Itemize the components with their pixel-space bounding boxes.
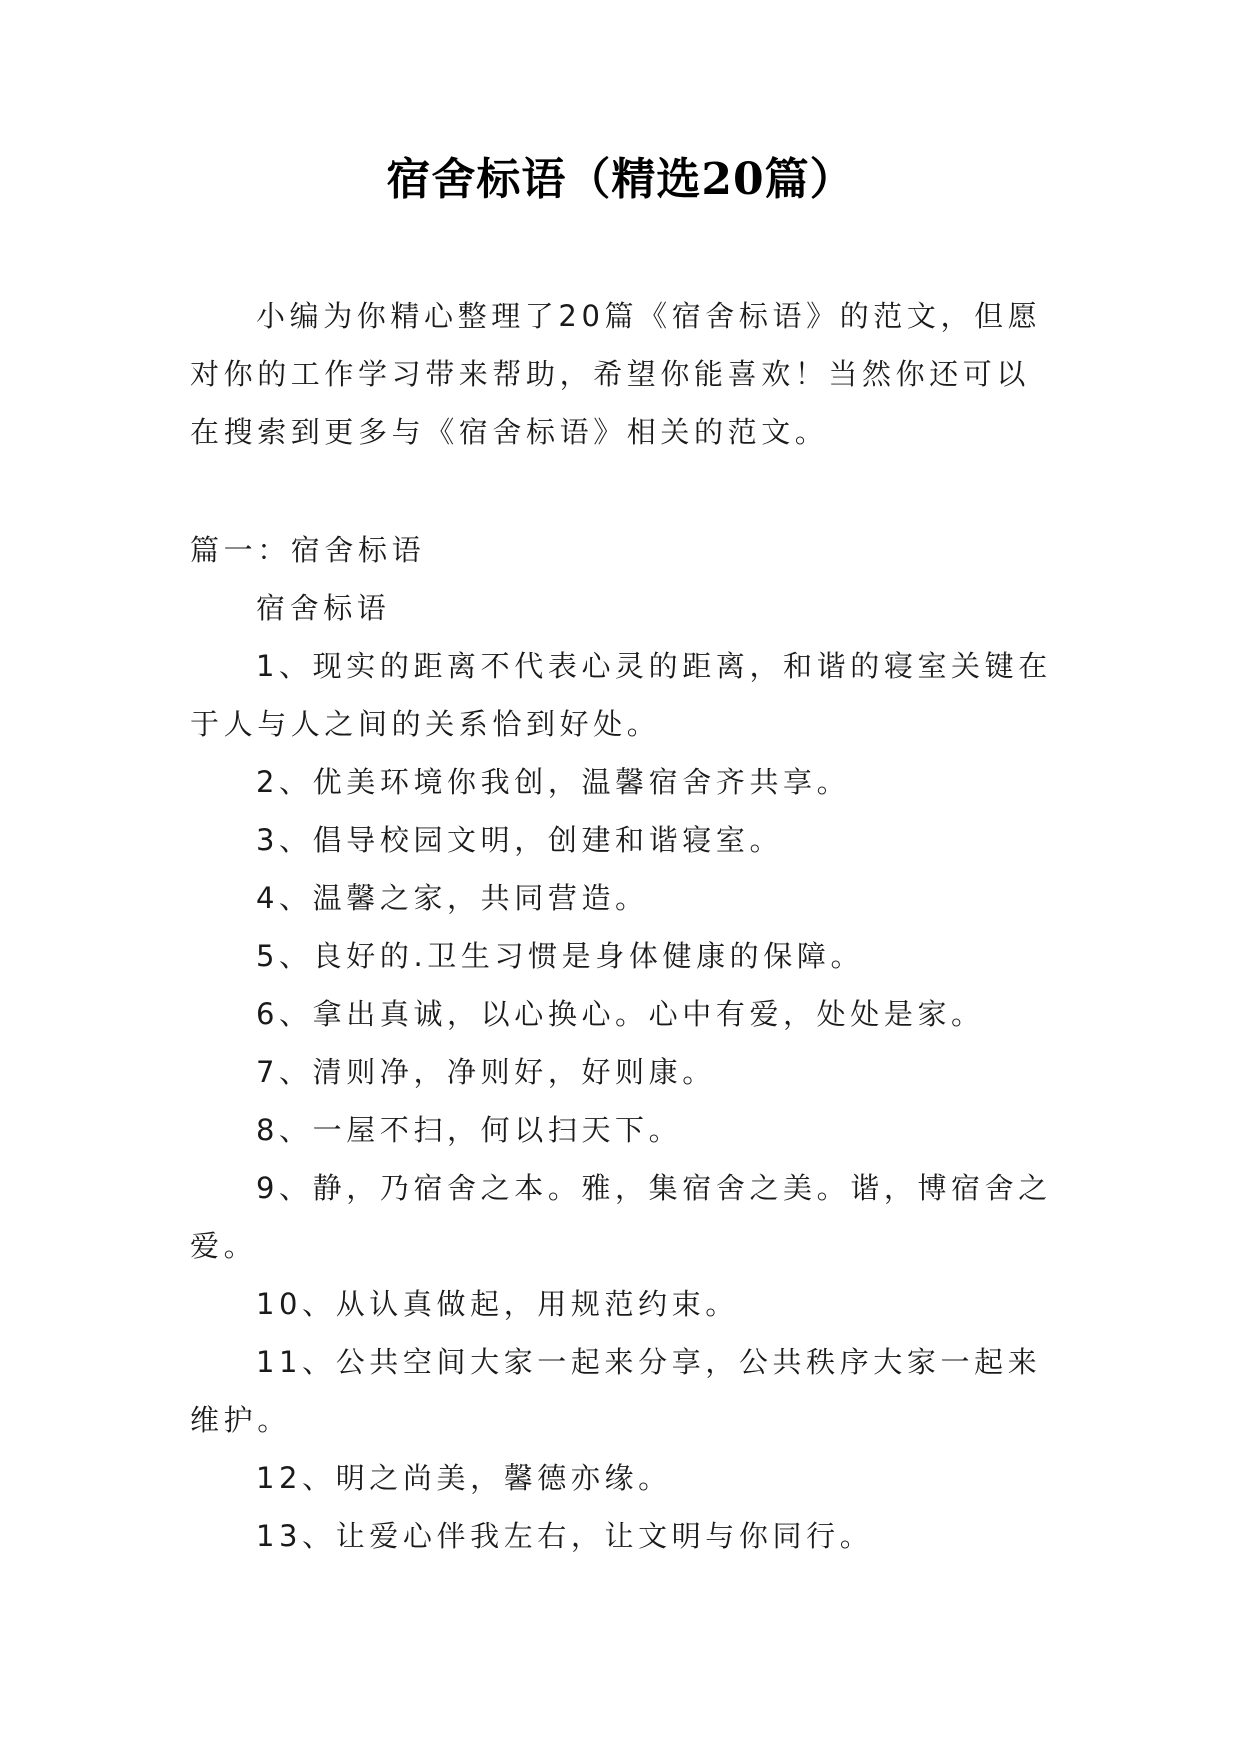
list-item: 5、良好的.卫生习惯是身体健康的保障。 <box>256 939 865 973</box>
list-item: 6、拿出真诚，以心换心。心中有爱，处处是家。 <box>256 997 985 1031</box>
list-item: 1、现实的距离不代表心灵的距离，和谐的寝室关键在于人与人之间的关系恰到好处。 <box>190 649 1052 741</box>
section-heading: 篇一：宿舍标语 <box>190 533 426 567</box>
list-item: 2、优美环境你我创，温馨宿舍齐共享。 <box>256 765 851 799</box>
document-title: 宿舍标语（精选20篇） <box>386 154 855 205</box>
list-item: 9、静，乃宿舍之本。雅，集宿舍之美。谐，博宿舍之爱。 <box>190 1171 1052 1263</box>
intro-paragraph: 小编为你精心整理了20篇《宿舍标语》的范文，但愿对你的工作学习带来帮助，希望你能喜欢！当然你还可以在搜索到更多与《宿舍标语》相关的范文。 <box>190 299 1042 449</box>
list-item: 12、明之尚美，馨德亦缘。 <box>256 1461 672 1495</box>
list-item: 8、一屋不扫，何以扫天下。 <box>256 1113 683 1147</box>
list-item: 宿舍标语 <box>256 591 391 625</box>
list-item: 11、公共空间大家一起来分享，公共秩序大家一起来维护。 <box>190 1345 1042 1437</box>
list-item: 10、从认真做起，用规范约束。 <box>256 1287 739 1321</box>
list-item: 13、让爱心伴我左右，让文明与你同行。 <box>256 1519 874 1553</box>
list-item: 7、清则净，净则好，好则康。 <box>256 1055 716 1089</box>
slogan-list <box>190 579 1052 1565</box>
list-item: 4、温馨之家，共同营造。 <box>256 881 649 915</box>
list-item: 3、倡导校园文明，创建和谐寝室。 <box>256 823 784 857</box>
